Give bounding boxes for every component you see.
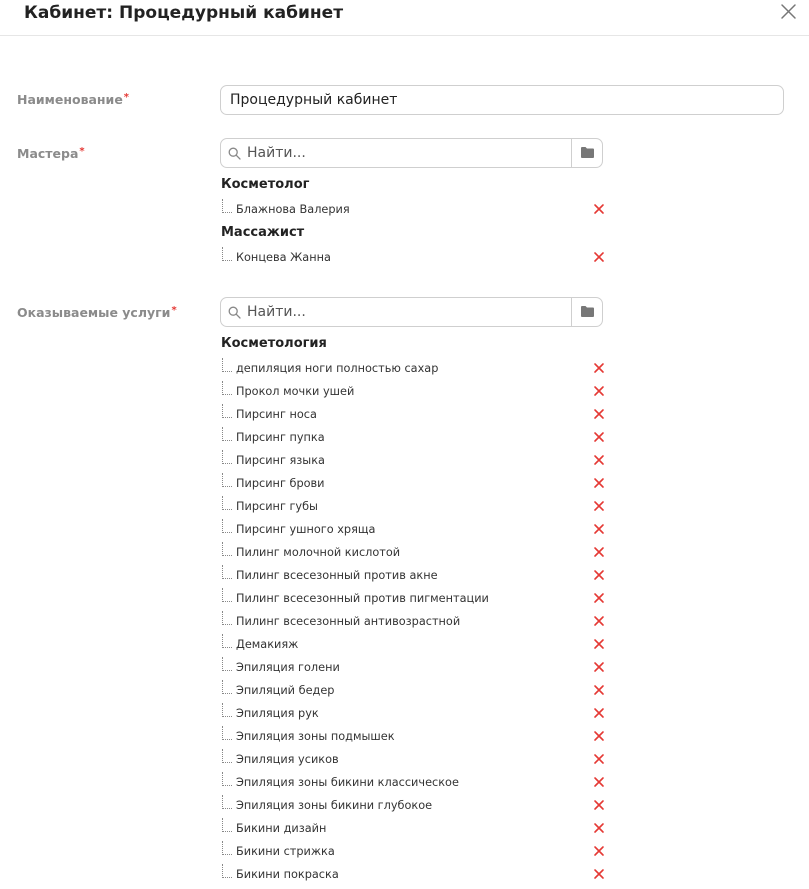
list-item	[220, 636, 606, 656]
tree-branch-line	[222, 450, 232, 464]
list-item-label: Эпиляция рук	[236, 707, 319, 720]
list-item	[220, 613, 606, 633]
search-icon	[228, 306, 241, 319]
list-item	[220, 383, 606, 403]
tree-branch-line	[222, 247, 232, 261]
list-item	[220, 728, 606, 748]
close-button[interactable]	[778, 1, 800, 23]
services-search	[220, 297, 603, 327]
list-item-label: Демакияж	[236, 638, 299, 651]
services-label-text: Оказываемые услуги	[17, 305, 171, 320]
services-search-input[interactable]	[247, 299, 567, 325]
list-item	[220, 774, 606, 794]
tree-branch-line	[222, 427, 232, 441]
group-title: Массажист	[221, 225, 305, 240]
remove-icon[interactable]	[593, 776, 605, 788]
list-item-label: Пирсинг брови	[236, 477, 325, 490]
tree-branch-line	[222, 358, 232, 372]
list-item-label: Концева Жанна	[236, 251, 331, 264]
required-mark: *	[79, 146, 85, 157]
tree-branch-line	[222, 795, 232, 809]
list-item	[220, 201, 606, 221]
remove-icon[interactable]	[593, 684, 605, 696]
list-item-label: Пирсинг пупка	[236, 431, 325, 444]
list-item	[220, 475, 606, 495]
list-item-label: Эпиляция зоны бикини классическое	[236, 776, 459, 789]
remove-icon[interactable]	[593, 638, 605, 650]
tree-branch-line	[222, 634, 232, 648]
remove-icon[interactable]	[593, 753, 605, 765]
list-item	[220, 843, 606, 863]
tree-branch-line	[222, 381, 232, 395]
tree-branch-line	[222, 703, 232, 717]
tree-branch-line	[222, 772, 232, 786]
list-item	[220, 682, 606, 702]
list-item-label: Эпиляция усиков	[236, 753, 339, 766]
list-item	[220, 498, 606, 518]
name-label	[17, 92, 129, 107]
remove-icon[interactable]	[593, 523, 605, 535]
masters-search	[220, 138, 603, 168]
close-icon	[778, 1, 800, 23]
tree-branch-line	[222, 611, 232, 625]
tree-branch-line	[222, 726, 232, 740]
list-item-label: Пилинг всесезонный против акне	[236, 569, 438, 582]
list-item-label: депиляция ноги полностью сахар	[236, 362, 439, 375]
remove-icon[interactable]	[593, 569, 605, 581]
remove-icon[interactable]	[593, 661, 605, 673]
list-item-label: Бикини стрижка	[236, 845, 335, 858]
list-item-label: Пилинг молочной кислотой	[236, 546, 401, 559]
remove-icon[interactable]	[593, 431, 605, 443]
remove-icon[interactable]	[593, 822, 605, 834]
list-item-label: Эпиляция голени	[236, 661, 340, 674]
list-item	[220, 659, 606, 679]
required-mark: *	[171, 305, 177, 316]
tree-branch-line	[222, 818, 232, 832]
remove-icon[interactable]	[593, 454, 605, 466]
search-icon	[228, 147, 241, 160]
group-title: Косметология	[221, 336, 327, 351]
remove-icon[interactable]	[593, 707, 605, 719]
list-item-label: Пилинг всесезонный против пигментации	[236, 592, 489, 605]
list-item-label: Эпиляций бедер	[236, 684, 335, 697]
list-item-label: Эпиляция зоны подмышек	[236, 730, 395, 743]
list-item-label: Бикини покраска	[236, 868, 339, 881]
tree-branch-line	[222, 404, 232, 418]
tree-branch-line	[222, 542, 232, 556]
name-label-text: Наименование	[17, 92, 123, 107]
tree-branch-line	[222, 749, 232, 763]
list-item-label: Блажнова Валерия	[236, 203, 350, 216]
tree-branch-line	[222, 588, 232, 602]
list-item	[220, 820, 606, 840]
list-item	[220, 360, 606, 380]
tree-branch-line	[222, 565, 232, 579]
tree-branch-line	[222, 657, 232, 671]
list-item	[220, 797, 606, 817]
remove-icon[interactable]	[593, 615, 605, 627]
list-item	[220, 590, 606, 610]
tree-branch-line	[222, 473, 232, 487]
list-item	[220, 249, 606, 269]
group-title: Косметолог	[221, 177, 310, 192]
remove-icon[interactable]	[593, 799, 605, 811]
required-mark: *	[123, 92, 130, 103]
tree-branch-line	[222, 841, 232, 855]
modal-title: Кабинет: Процедурный кабинет	[24, 3, 344, 23]
remove-icon[interactable]	[593, 408, 605, 420]
remove-icon[interactable]	[593, 730, 605, 742]
list-item	[220, 544, 606, 564]
remove-icon[interactable]	[593, 592, 605, 604]
remove-icon[interactable]	[593, 477, 605, 489]
list-item	[220, 866, 606, 886]
list-item	[220, 429, 606, 449]
remove-icon[interactable]	[593, 500, 605, 512]
list-item-label: Пирсинг языка	[236, 454, 325, 467]
tree-branch-line	[222, 680, 232, 694]
list-item	[220, 452, 606, 472]
folder-icon	[581, 306, 594, 317]
masters-folder-button[interactable]	[571, 139, 602, 167]
masters-label-text: Мастера	[17, 146, 79, 161]
masters-label	[17, 146, 85, 161]
name-input[interactable]	[220, 85, 784, 115]
modal-header	[0, 0, 809, 36]
remove-icon[interactable]	[593, 546, 605, 558]
list-item	[220, 567, 606, 587]
list-item-label: Прокол мочки ушей	[236, 385, 355, 398]
remove-icon[interactable]	[593, 203, 605, 215]
list-item-label: Пирсинг ушного хряща	[236, 523, 376, 536]
remove-icon[interactable]	[593, 868, 605, 880]
tree-branch-line	[222, 519, 232, 533]
folder-icon	[581, 147, 594, 158]
remove-icon[interactable]	[593, 845, 605, 857]
tree-branch-line	[222, 864, 232, 878]
tree-branch-line	[222, 496, 232, 510]
list-item	[220, 751, 606, 771]
list-item-label: Пилинг всесезонный антивозрастной	[236, 615, 461, 628]
remove-icon[interactable]	[593, 251, 605, 263]
list-item	[220, 406, 606, 426]
list-item-label: Пирсинг губы	[236, 500, 318, 513]
list-item	[220, 705, 606, 725]
remove-icon[interactable]	[593, 362, 605, 374]
list-item	[220, 521, 606, 541]
tree-branch-line	[222, 199, 232, 213]
masters-search-input[interactable]	[247, 140, 567, 166]
services-folder-button[interactable]	[571, 298, 602, 326]
list-item-label: Эпиляция зоны бикини глубокое	[236, 799, 433, 812]
list-item-label: Пирсинг носа	[236, 408, 317, 421]
services-label	[17, 305, 177, 320]
list-item-label: Бикини дизайн	[236, 822, 327, 835]
remove-icon[interactable]	[593, 385, 605, 397]
